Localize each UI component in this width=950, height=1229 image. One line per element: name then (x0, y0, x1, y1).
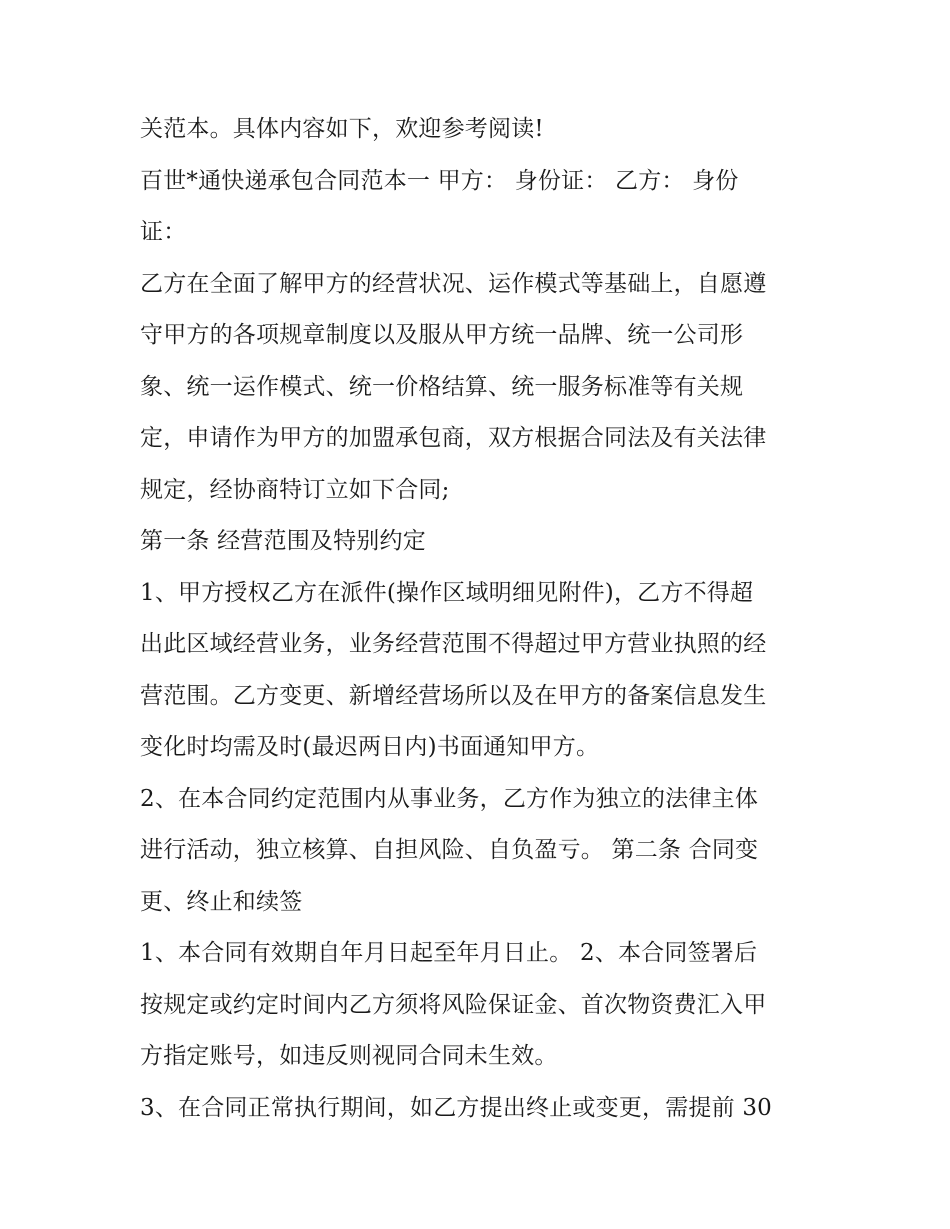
text-line-preamble-2: 守甲方的各项规章制度以及服从甲方统一品牌、统一公司形 (140, 322, 744, 348)
text-line-clause-1-1: 1、甲方授权乙方在派件(操作区域明细见附件)，乙方不得超 (140, 579, 754, 606)
text-line-title-parties: 百世*通快递承包合同范本一 甲方： 身份证： 乙方： 身份 (140, 167, 739, 194)
text-line-preamble-5: 规定，经协商特订立如下合同; (140, 476, 450, 503)
text-line-preamble-4: 定，申请作为甲方的加盟承包商，双方根据合同法及有关法律 (140, 425, 767, 451)
article-heading-1: 第一条 经营范围及特别约定 (140, 528, 426, 554)
text-line-clause-1-4: 变化时均需及时(最迟两日内)书面通知甲方。 (140, 734, 600, 760)
text-line-term-4: 3、在合同正常执行期间，如乙方提出终止或变更，需提前 30 (140, 1094, 773, 1121)
text-line-clause-1-2: 出此区域经营业务，业务经营范围不得超过甲方营业执照的经 (140, 631, 767, 657)
text-line-article-2-heading: 更、终止和续签 (140, 888, 303, 915)
text-line-term-1: 1、本合同有效期自年月日起至年月日止。 2、本合同签署后 (140, 940, 758, 966)
text-line-preamble-3: 象、统一运作模式、统一价格结算、统一服务标准等有关规 (140, 373, 744, 400)
text-line-id: 证： (140, 219, 187, 245)
text-line-term-2: 按规定或约定时间内乙方须将风险保证金、首次物资费汇入甲 (140, 991, 767, 1018)
document-body (140, 104, 820, 1134)
text-line-clause-2-2: 进行活动，独立核算、自担风险、自负盈亏。 第二条 合同变 (140, 837, 759, 863)
text-line-clause-2-1: 2、在本合同约定范围内从事业务，乙方作为独立的法律主体 (140, 785, 759, 812)
text-line-clause-1-3: 营范围。乙方变更、新增经营场所以及在甲方的备案信息发生 (140, 682, 767, 709)
text-line-preamble-1: 乙方在全面了解甲方的经营状况、运作模式等基础上，自愿遵 (140, 270, 767, 297)
text-line-term-3: 方指定账号，如违反则视同合同未生效。 (140, 1043, 558, 1069)
text-line-intro: 关范本。具体内容如下，欢迎参考阅读! (140, 116, 544, 142)
